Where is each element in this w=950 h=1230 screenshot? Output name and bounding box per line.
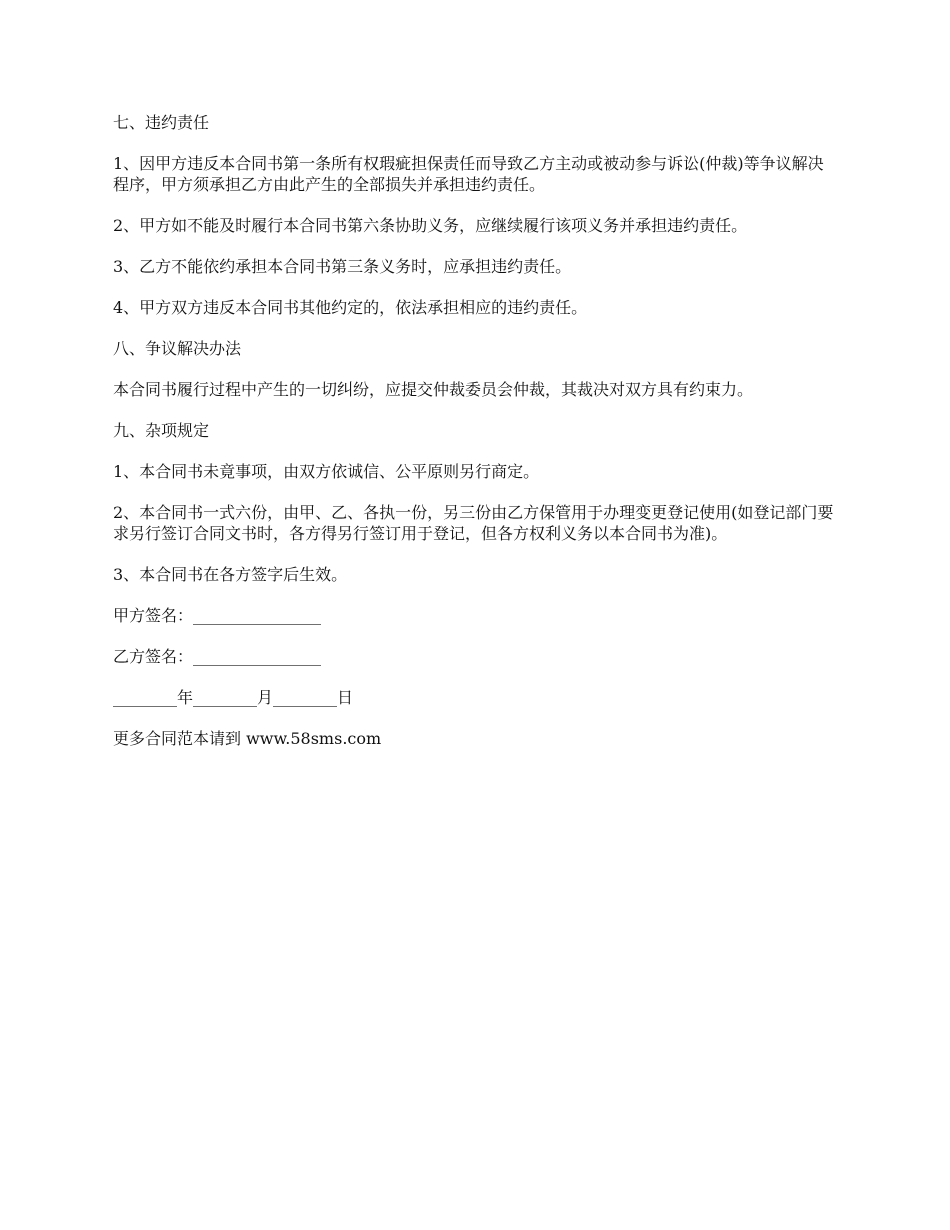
misc-clause-2: 2、本合同书一式六份，由甲、乙、各执一份，另三份由乙方保管用于办理变更登记使用(如登记部门要求另行签订合同文书时，各方得另行签订用于登记，但各方权利义务以本合同书为准)。 <box>113 503 834 543</box>
breach-clause-2: 2、甲方如不能及时履行本合同书第六条协助义务，应继续履行该项义务并承担违约责任。 <box>113 216 748 235</box>
party-b-signature-line: 乙方签名：________________ <box>113 647 322 666</box>
dispute-clause: 本合同书履行过程中产生的一切纠纷，应提交仲裁委员会仲裁，其裁决对双方具有约束力。 <box>113 380 754 399</box>
misc-clause-1: 1、本合同书未竟事项，由双方依诚信、公平原则另行商定。 <box>113 462 540 481</box>
section-heading-dispute: 八、争议解决办法 <box>113 339 242 358</box>
date-line: ________年________月________日 <box>113 688 354 707</box>
document-content <box>113 112 838 769</box>
breach-clause-3: 3、乙方不能依约承担本合同书第三条义务时，应承担违约责任。 <box>113 257 572 276</box>
footer-link-text: 更多合同范本请到 www.58sms.com <box>113 729 382 748</box>
section-heading-breach: 七、违约责任 <box>113 113 210 132</box>
breach-clause-4: 4、甲方双方违反本合同书其他约定的，依法承担相应的违约责任。 <box>113 298 588 317</box>
party-a-signature-line: 甲方签名：________________ <box>113 606 322 625</box>
section-heading-misc: 九、杂项规定 <box>113 421 210 440</box>
breach-clause-1: 1、因甲方违反本合同书第一条所有权瑕疵担保责任而导致乙方主动或被动参与诉讼(仲裁)等争议解决程序，甲方须承担乙方由此产生的全部损失并承担违约责任。 <box>113 154 824 194</box>
misc-clause-3: 3、本合同书在各方签字后生效。 <box>113 565 348 584</box>
